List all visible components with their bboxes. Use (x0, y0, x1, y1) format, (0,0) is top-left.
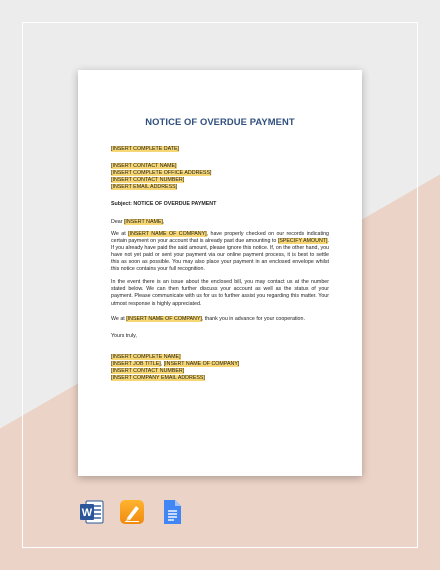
para1-company-placeholder: [INSERT NAME OF COMPANY] (128, 230, 207, 237)
recipient-block (111, 163, 329, 191)
recipient-number: [INSERT CONTACT NUMBER] (111, 177, 185, 184)
signature-name: [INSERT COMPLETE NAME] (111, 353, 181, 360)
para1-text-a: We at (111, 230, 129, 237)
recipient-address: [INSERT COMPLETE OFFICE ADDRESS] (111, 170, 212, 177)
document-title: NOTICE OF OVERDUE PAYMENT (145, 116, 295, 127)
date-placeholder: [INSERT COMPLETE DATE] (111, 146, 179, 152)
svg-text:W: W (81, 507, 93, 519)
signature-block (111, 354, 329, 382)
salutation-block (111, 219, 329, 226)
app-icons (79, 499, 185, 525)
google-docs-icon[interactable] (159, 499, 185, 525)
signature-company: [INSERT NAME OF COMPANY] (163, 360, 240, 367)
subject-line: Subject: NOTICE OF OVERDUE PAYMENT (111, 201, 217, 208)
paragraph-3 (111, 316, 329, 323)
salutation-prefix: Dear (111, 218, 124, 225)
signature-email: [INSERT COMPANY EMAIL ADDRESS] (111, 375, 205, 382)
para2-text: In the event there is an issue about the enclosed bill, you may contact us at the number stated below. We can then further discuss your account as well as the status of your payment. Please communicate with us for us to further assist you regarding this matter. Your utmost response is highly appreciated. (111, 279, 329, 307)
subject-block (111, 201, 329, 208)
salutation-name: [INSERT NAME] (123, 218, 163, 225)
para3-text-b: , thank you in advance for your cooperation. (201, 315, 305, 322)
paragraph-2 (111, 279, 329, 307)
recipient-email: [INSERT EMAIL ADDRESS] (111, 184, 178, 191)
document-page (78, 70, 362, 476)
signature-number: [INSERT CONTACT NUMBER] (111, 367, 185, 374)
para1-text-c: . If you already have paid the said amount, please ignore this notice. If, on the other hand, you have not yet paid or sent your payment via our online payment process, it is best to settle this as soon as possible. You may also place your payment in an enclosed envelope whilst this notice contains your full recognition. (111, 237, 329, 273)
para1-amount-placeholder: [SPECIFY AMOUNT] (277, 237, 328, 244)
recipient-name: [INSERT CONTACT NAME] (111, 163, 177, 170)
closing-text: Yours truly, (111, 332, 137, 339)
signature-sep: , (160, 360, 164, 367)
salutation-suffix: , (162, 218, 165, 225)
date-block (111, 146, 329, 153)
word-icon[interactable] (79, 499, 105, 525)
signature-title: [INSERT JOB TITLE] (111, 360, 161, 367)
para1-text-b: , have properly checked on our records indicating certain payment on your account that is already past due amounting to (111, 230, 330, 244)
closing-block (111, 333, 329, 340)
para3-company-placeholder: [INSERT NAME OF COMPANY] (126, 315, 202, 322)
para3-text-a: We at (111, 315, 127, 322)
pages-icon[interactable] (119, 499, 145, 525)
paragraph-1 (111, 231, 329, 274)
